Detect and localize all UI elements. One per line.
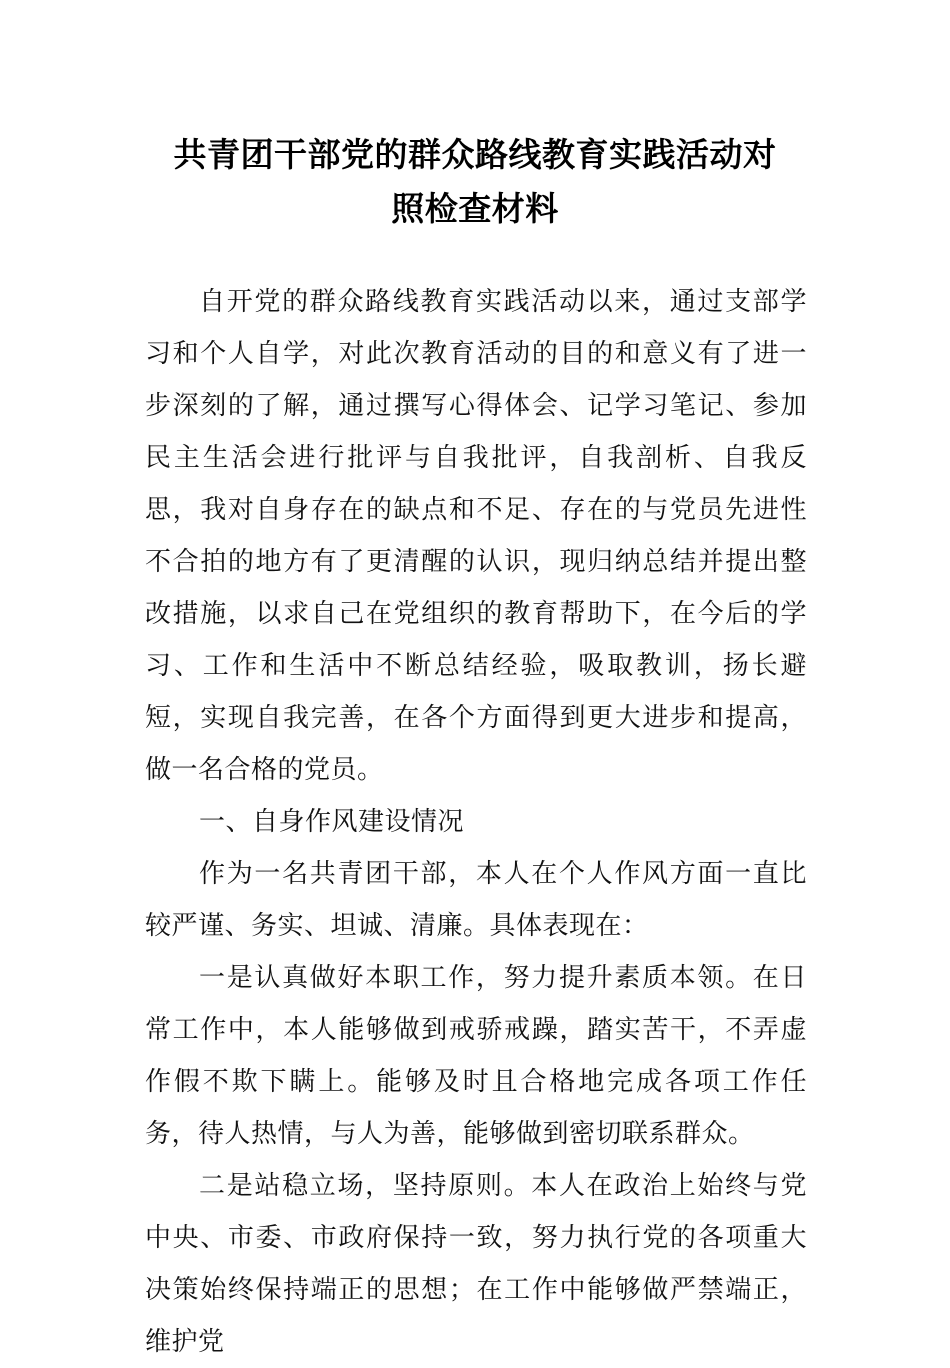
document-title: [145, 128, 805, 236]
body-paragraph: 一是认真做好本职工作，努力提升素质本领。在日常工作中，本人能够做到戒骄戒躁，踏实苦干，不弄虚作假不欺下瞒上。能够及时且合格地完成各项工作任务，待人热情，与人为善，能够做到密切联系群众。: [145, 963, 807, 1149]
document-title-line-2: 照检查材料: [391, 189, 559, 228]
intro-paragraph: 自开党的群众路线教育实践活动以来，通过支部学习和个人自学，对此次教育活动的目的和意义有了进一步深刻的了解，通过撰写心得体会、记学习笔记、参加民主生活会进行批评与自我批评，自我剖析、自我反思，我对自身存在的缺点和不足、存在的与党员先进性不合拍的地方有了更清醒的认识，现归纳总结并提出整改措施，以求自己在党组织的教育帮助下，在今后的学习、工作和生活中不断总结经验，吸取教训，扬长避短，实现自我完善，在各个方面得到更大进步和提高，做一名合格的党员。: [145, 287, 807, 785]
body-paragraph: 作为一名共青团干部，本人在个人作风方面一直比较严谨、务实、坦诚、清廉。具体表现在：: [145, 859, 807, 941]
document-body: [145, 276, 807, 1368]
document-title-line-1: 共青团干部党的群众路线教育实践活动对: [173, 135, 777, 174]
section-heading: 一、自身作风建设情况: [199, 807, 465, 837]
body-paragraph: 二是站稳立场，坚持原则。本人在政治上始终与党中央、市委、市政府保持一致，努力执行党的各项重大决策始终保持端正的思想；在工作中能够做严禁端正，维护党: [145, 1171, 807, 1357]
